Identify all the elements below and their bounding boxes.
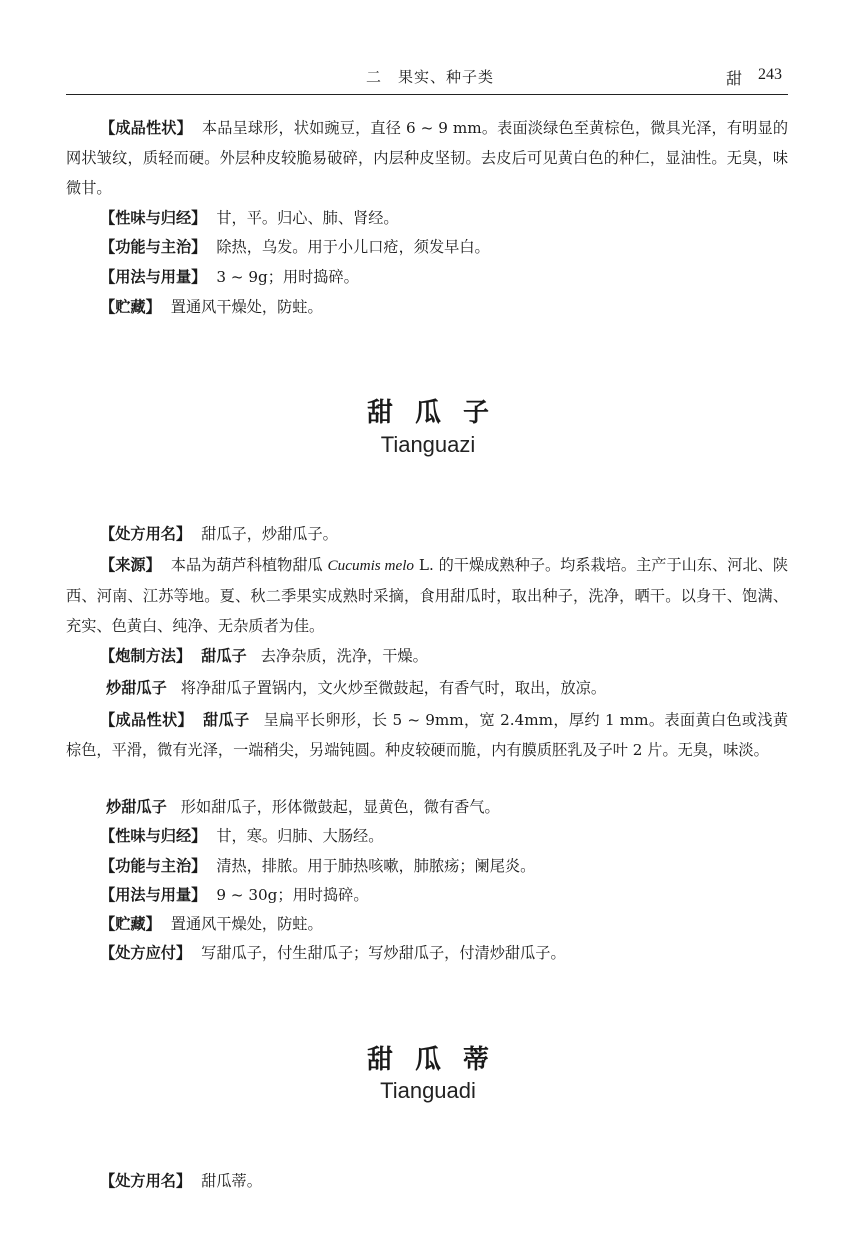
processing-label: 【炮制方法】 — [100, 647, 192, 665]
prev-function-paragraph — [66, 232, 788, 262]
rx-name-text: 甜瓜子，炒甜瓜子。 — [201, 525, 338, 543]
storage-paragraph — [66, 909, 788, 939]
prev-taste-text: 甘，平。归心、肺、肾经。 — [216, 209, 399, 227]
prev-traits-text: 本品呈球形，状如豌豆，直径 6 ~ 9 mm。表面淡绿色至黄棕色，微具光泽，有明显的网状皱纹，质轻而硬。外层种皮较脆易破碎，内层种皮坚韧。去皮后可见黄白色的种仁，显油性。无臭，味微甘。 — [66, 119, 789, 197]
traits-label: 【成品性状】 — [100, 711, 193, 729]
source-text-before: 本品为葫芦科植物甜瓜 — [170, 556, 323, 574]
rx-name-paragraph — [66, 519, 788, 549]
function-paragraph — [66, 851, 788, 881]
usage-label: 【用法与用量】 — [100, 886, 207, 904]
traits-text2: 形如甜瓜子，形体微鼓起，显黄色，微有香气。 — [180, 798, 500, 816]
entry2-rx-name-paragraph — [66, 1166, 788, 1196]
taste-paragraph — [66, 821, 788, 851]
dispensing-text: 写甜瓜子，付生甜瓜子；写炒甜瓜子，付清炒甜瓜子。 — [201, 944, 566, 962]
processing-paragraph — [66, 641, 788, 671]
taste-text: 甘，寒。归肺、大肠经。 — [216, 827, 384, 845]
entry2-rx-name-text: 甜瓜蒂。 — [201, 1172, 262, 1190]
dispensing-paragraph — [66, 938, 788, 968]
taste-label: 【性味与归经】 — [100, 827, 207, 845]
processing-paragraph-2 — [66, 673, 788, 703]
prev-taste-paragraph — [66, 203, 788, 233]
source-text-after: L. 的干燥成熟种子。均系栽培。主产于山东、河北、陕西、河南、江苏等地。夏、秋二季果实成熟时采摘，食用甜瓜时，取出种子，洗净，晒干。以身干、饱满、充实、色黄白、纯净、无杂质者为佳。 — [66, 556, 789, 635]
traits-text1: 呈扁平长卵形，长 5 ~ 9mm，宽 2.4mm，厚约 1 mm。表面黄白色或浅黄棕色，平滑，微有光泽，一端稍尖，另端钝圆。种皮较硬而脆，内有膜质胚乳及子叶 2 片。无臭，味淡。 — [66, 711, 789, 759]
prev-function-text: 除热，乌发。用于小儿口疮，须发早白。 — [216, 238, 490, 256]
section-title: 二 果实、种子类 — [366, 68, 495, 86]
source-paragraph — [66, 550, 788, 641]
prev-usage-label: 【用法与用量】 — [100, 268, 207, 286]
prev-taste-label: 【性味与归经】 — [100, 209, 207, 227]
dispensing-label: 【处方应付】 — [100, 944, 192, 962]
prev-traits-paragraph — [66, 113, 788, 203]
storage-text: 置通风干燥处，防蛀。 — [170, 915, 323, 933]
page-number: 243 — [758, 66, 782, 83]
entry2-rx-name-label: 【处方用名】 — [100, 1172, 192, 1190]
prev-storage-label: 【贮藏】 — [100, 298, 161, 316]
processing-text1: 去净杂质，洗净，干燥。 — [260, 647, 428, 665]
usage-paragraph — [66, 880, 788, 910]
prev-function-label: 【功能与主治】 — [100, 238, 207, 256]
traits-sub1: 甜瓜子 — [202, 711, 250, 729]
source-latin-name: Cucumis melo — [327, 557, 415, 574]
entry-pinyin: Tianguazi — [380, 432, 476, 457]
page-header — [66, 62, 788, 95]
header-entry-char: 甜 — [726, 69, 743, 88]
entry2-title: 甜瓜蒂 — [366, 1045, 511, 1075]
prev-traits-label: 【成品性状】 — [100, 119, 192, 137]
processing-sub2: 炒甜瓜子 — [106, 679, 167, 697]
source-label: 【来源】 — [100, 556, 161, 574]
entry2-pinyin: Tianguadi — [380, 1078, 476, 1103]
prev-storage-text: 置通风干燥处，防蛀。 — [170, 298, 323, 316]
processing-text2: 将净甜瓜子置锅内，文火炒至微鼓起，有香气时，取出，放凉。 — [180, 679, 606, 697]
traits-paragraph-2 — [66, 792, 788, 822]
prev-storage-paragraph — [66, 292, 788, 322]
entry-title: 甜瓜子 — [366, 398, 511, 428]
prev-usage-text: 3 ~ 9g；用时捣碎。 — [216, 268, 359, 286]
usage-text: 9 ~ 30g；用时捣碎。 — [216, 886, 369, 904]
traits-sub2: 炒甜瓜子 — [106, 798, 167, 816]
traits-paragraph — [66, 705, 788, 765]
function-text: 清热，排脓。用于肺热咳嗽，肺脓疡；阑尾炎。 — [216, 857, 536, 875]
processing-sub1: 甜瓜子 — [201, 647, 247, 665]
rx-name-label: 【处方用名】 — [100, 525, 192, 543]
storage-label: 【贮藏】 — [100, 915, 161, 933]
prev-usage-paragraph — [66, 262, 788, 292]
function-label: 【功能与主治】 — [100, 857, 207, 875]
